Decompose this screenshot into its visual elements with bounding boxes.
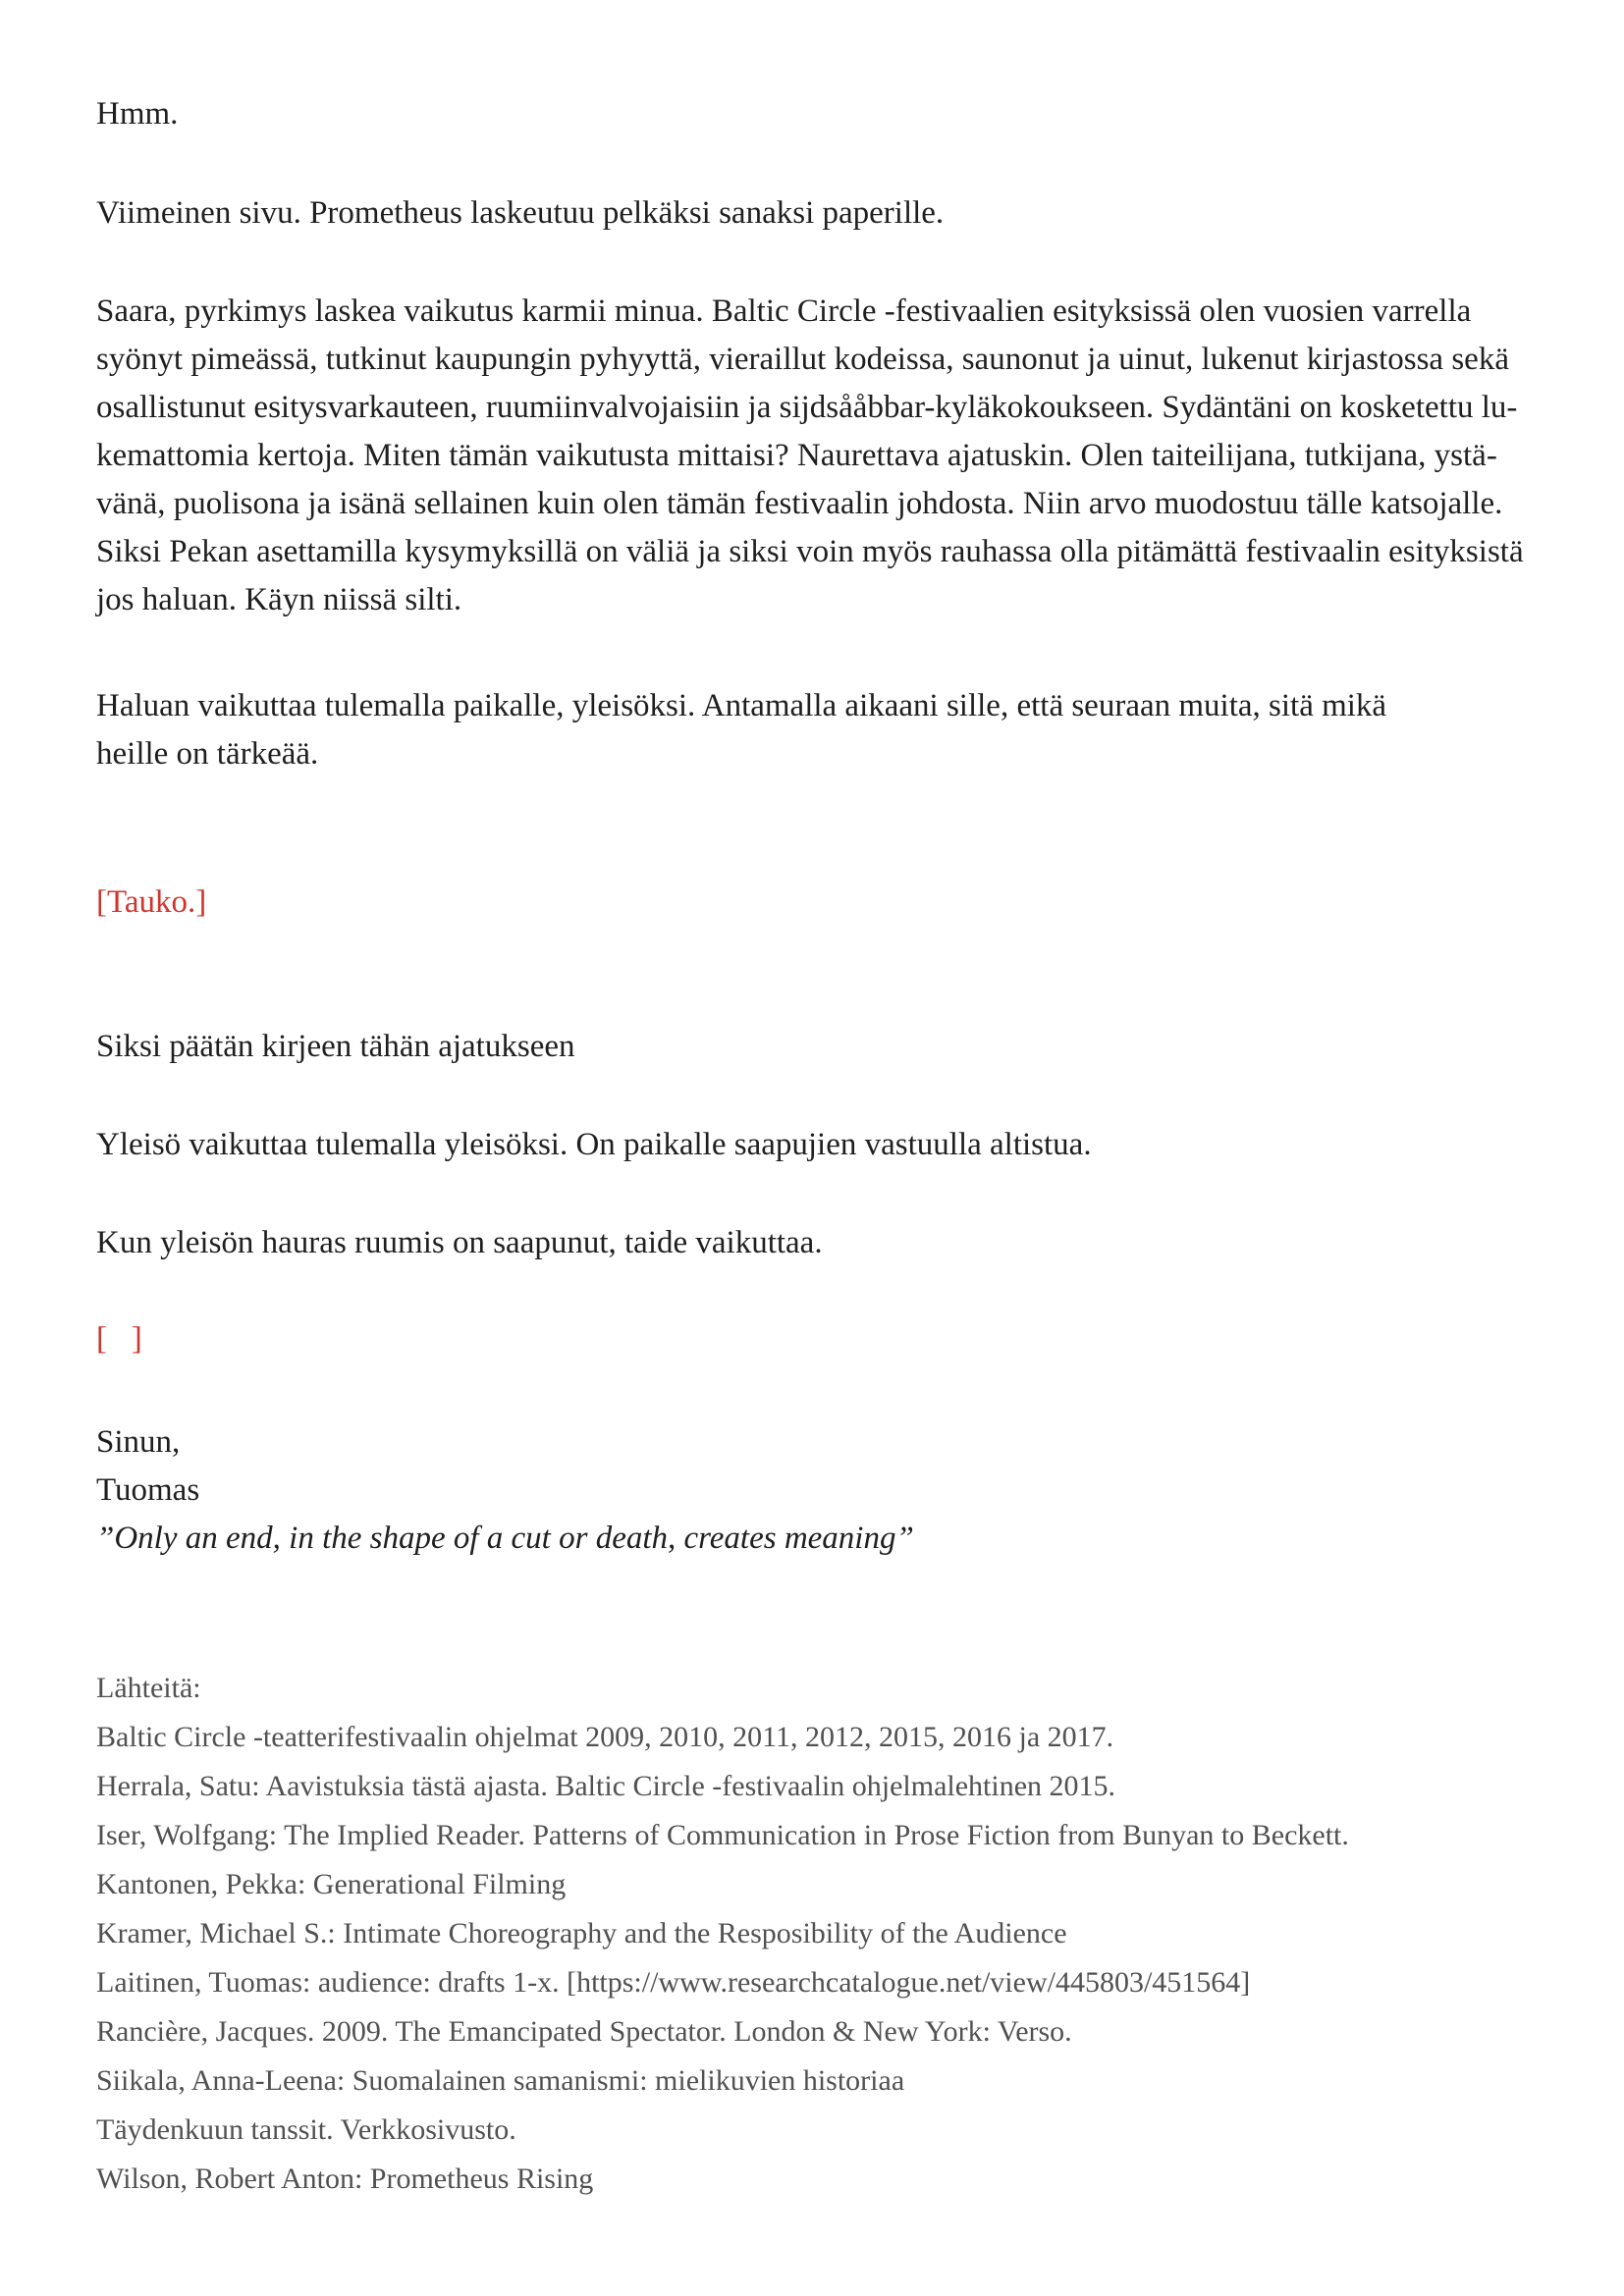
reference-item: Herrala, Satu: Aavistuksia tästä ajasta. Baltic Circle -festivaalin ohjelmalehtinen 2015. (96, 1770, 1116, 1802)
text-line: Haluan vaikuttaa tulemalla paikalle, yleisöksi. Antamalla aikaani sille, että seuraan muita, sitä mikä (96, 688, 1387, 723)
reference-item: Laitinen, Tuomas: audience: drafts 1-x. [https://www.researchcatalogue.net/view/445803/451564] (96, 1966, 1251, 1999)
closing-quote: ”Only an end, in the shape of a cut or death, creates meaning” (96, 1521, 914, 1556)
text-line: heille on tärkeää. (96, 736, 319, 772)
signature-name: Tuomas (96, 1472, 200, 1508)
paragraph-saara (96, 288, 1536, 624)
text-line: jos haluan. Käyn niissä silti. (96, 582, 462, 617)
reference-item: Wilson, Robert Anton: Prometheus Rising (96, 2163, 594, 2195)
text-line: Saara, pyrkimys laskea vaikutus karmii minua. Baltic Circle -festivaalien esityksissä olen vuosien varrella (96, 294, 1472, 329)
reference-item: Siikala, Anna-Leena: Suomalainen samanismi: mielikuvien historiaa (96, 2064, 905, 2097)
text-line: kemattomia kertoja. Miten tämän vaikutusta mittaisi? Naurettava ajatuskin. Olen taiteilijana, tutkijana, ystä- (96, 438, 1497, 473)
references-section (96, 1664, 1536, 2204)
reference-item: Rancière, Jacques. 2009. The Emancipated Spectator. London & New York: Verso. (96, 2015, 1072, 2048)
paragraph-haluan (96, 682, 1536, 778)
opening-line: Hmm. (96, 96, 179, 132)
statement-yleiso: Yleisö vaikuttaa tulemalla yleisöksi. On paikalle saapujien vastuulla altistua. (96, 1127, 1092, 1162)
statement-kun: Kun yleisön hauras ruumis on saapunut, taide vaikuttaa. (96, 1225, 823, 1260)
reference-item: Kantonen, Pekka: Generational Filming (96, 1868, 567, 1900)
text-line: Siksi Pekan asettamilla kysymyksillä on väliä ja siksi voin myös rauhassa olla pitämättä festivaalin esityksistä (96, 534, 1524, 569)
signature-block (96, 1418, 1536, 1563)
text-line: osallistunut esitysvarkauteen, ruumiinvalvojaisiin ja sijdsååbbar-kyläkokoukseen. Sydäntäni on kosketettu lu- (96, 390, 1518, 425)
text-line: vänä, puolisona ja isänä sellainen kuin olen tämän festivaalin johdosta. Niin arvo muodostuu tälle katsojalle. (96, 486, 1503, 521)
signoff-line: Sinun, (96, 1424, 181, 1460)
reference-item: Iser, Wolfgang: The Implied Reader. Patterns of Communication in Prose Fiction from Bunyan to Beckett. (96, 1819, 1349, 1851)
empty-bracket-marker: [ ] (96, 1321, 142, 1357)
references-heading: Lähteitä: (96, 1672, 201, 1704)
subject-line: Viimeinen sivu. Prometheus laskeutuu pelkäksi sanaksi paperille. (96, 195, 945, 231)
reference-item: Kramer, Michael S.: Intimate Choreography and the Resposibility of the Audience (96, 1917, 1067, 1949)
pause-marker: [Tauko.] (96, 884, 207, 920)
statement-siksi: Siksi päätän kirjeen tähän ajatukseen (96, 1029, 575, 1064)
reference-item: Baltic Circle -teatterifestivaalin ohjelmat 2009, 2010, 2011, 2012, 2015, 2016 ja 2017. (96, 1721, 1114, 1753)
text-line: syönyt pimeässä, tutkinut kaupungin pyhyyttä, vieraillut kodeissa, saunonut ja uinut, lukenut kirjastossa sekä (96, 342, 1509, 377)
reference-item: Täydenkuun tanssit. Verkkosivusto. (96, 2113, 516, 2146)
